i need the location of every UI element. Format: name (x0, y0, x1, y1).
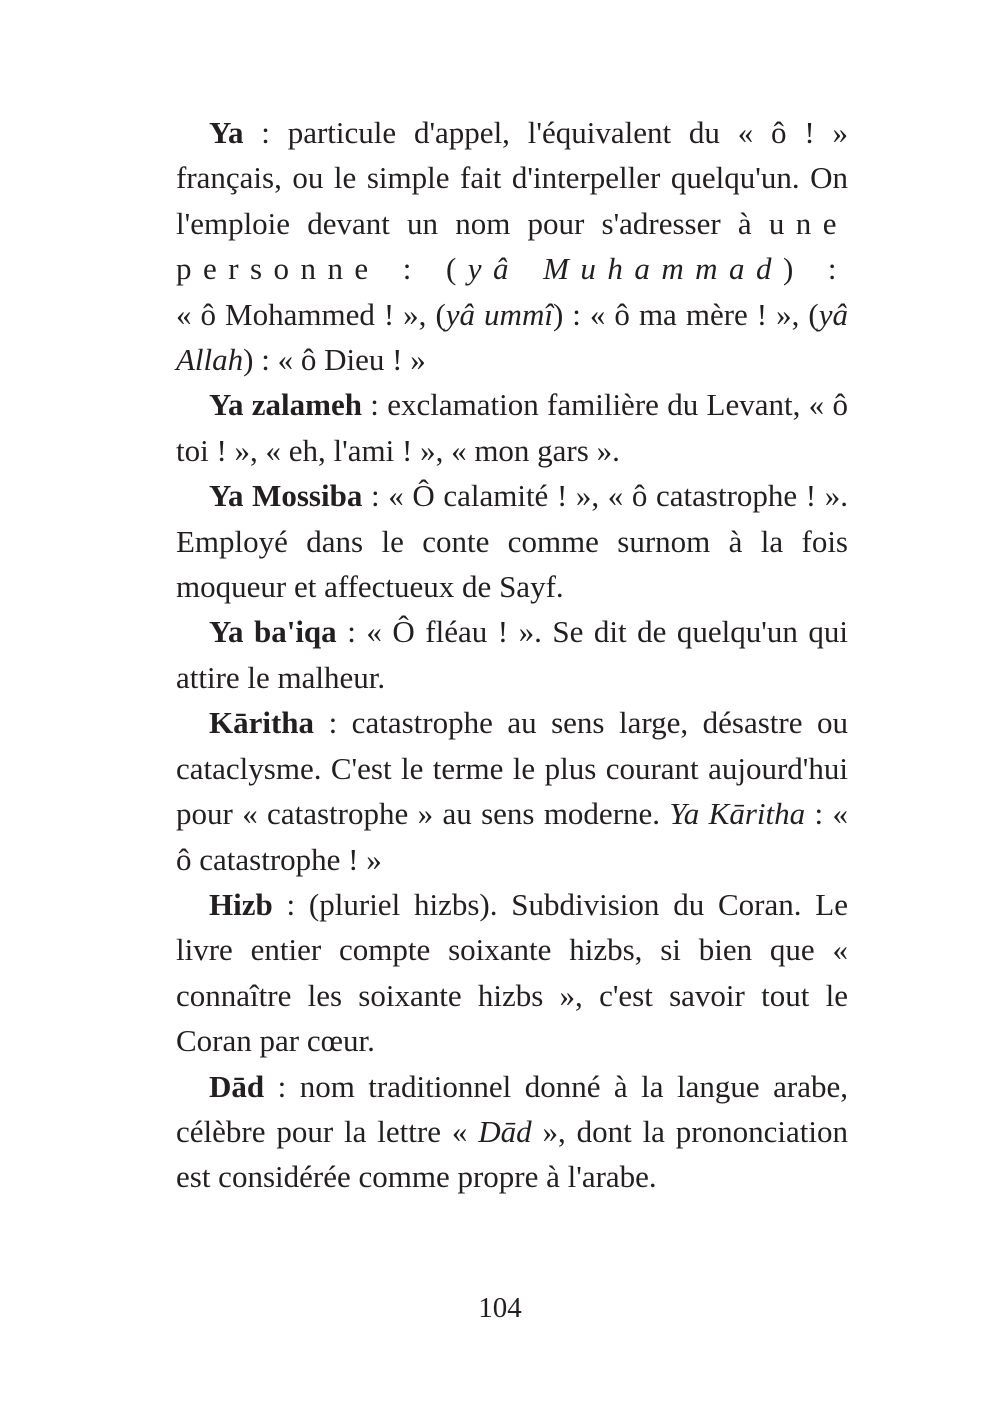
italic-transliteration: Dād (478, 1113, 532, 1149)
italic-transliteration: Ya Kāritha (669, 796, 806, 832)
definition-text: : « Ô fléau ! ». Se dit de quelqu'un qui attire le malheur. (176, 614, 848, 695)
definition-text: ) : « ô ma mère ! », ( (552, 296, 819, 332)
definition-text: : nom traditionnel donné à la langue arabe, célèbre pour la lettre « (176, 1068, 848, 1149)
glossary-term: Ya zalameh (209, 387, 362, 423)
definition-text: : « ô catastrophe ! » (176, 796, 848, 877)
italic-transliteration: yâ Allah (176, 296, 848, 378)
glossary-term: Dād (209, 1068, 265, 1104)
glossary-term: Ya (209, 115, 244, 150)
definition-text: », dont la prononciation est considérée comme propre à l'arabe. (176, 1113, 848, 1195)
definition-text: une personne : ( (176, 205, 848, 287)
definition-text: : exclamation familière du Levant, « ô toi ! », « eh, l'ami ! », « mon gars ». (176, 387, 848, 468)
definition-text: : particule d'appel, l'équivalent du « ô ! » français, ou le simple fait d'interpeller quelqu'un. On l'emploie devant un nom pour s'adresser à (176, 115, 848, 241)
glossary-entry-ya-zalameh (176, 382, 848, 473)
glossary-text (176, 110, 848, 1200)
italic-transliteration: yâ Muhammad (467, 251, 783, 287)
definition-text: ) : (782, 251, 848, 287)
definition-text: : catastrophe au sens large, désastre ou cataclysme. C'est le terme le plus courant aujourd'hui pour « catastrophe » au sens moderne. (176, 705, 848, 832)
glossary-term: Kāritha (209, 705, 315, 741)
definition-text: : « Ô calamité ! », « ô catastrophe ! ». Employé dans le conte comme surnom à la fois moqueur et affectueux de Sayf. (176, 478, 848, 605)
glossary-term: Ya Mossiba (209, 478, 363, 514)
glossary-term: Hizb (209, 886, 273, 922)
glossary-entry-karitha (176, 700, 848, 882)
definition-text: « ô Mohammed ! », ( (176, 296, 446, 332)
italic-transliteration: yâ ummî (445, 296, 553, 332)
glossary-term: Ya ba'iqa (209, 614, 337, 650)
glossary-entry-ya (176, 110, 848, 382)
page-number: 104 (478, 1292, 522, 1324)
glossary-entry-hizb (176, 882, 848, 1064)
glossary-entry-dad (176, 1064, 848, 1200)
definition-text: : (pluriel hizbs). Subdivision du Coran. Le livre entier compte soixante hizbs, si bien que « connaître les soixante hizbs », c'est savoir tout le Coran par cœur. (176, 886, 848, 1059)
glossary-entry-ya-mossiba (176, 473, 848, 609)
definition-text: ) : « ô Dieu ! » (243, 342, 426, 378)
glossary-entry-ya-baiqa (176, 609, 848, 700)
